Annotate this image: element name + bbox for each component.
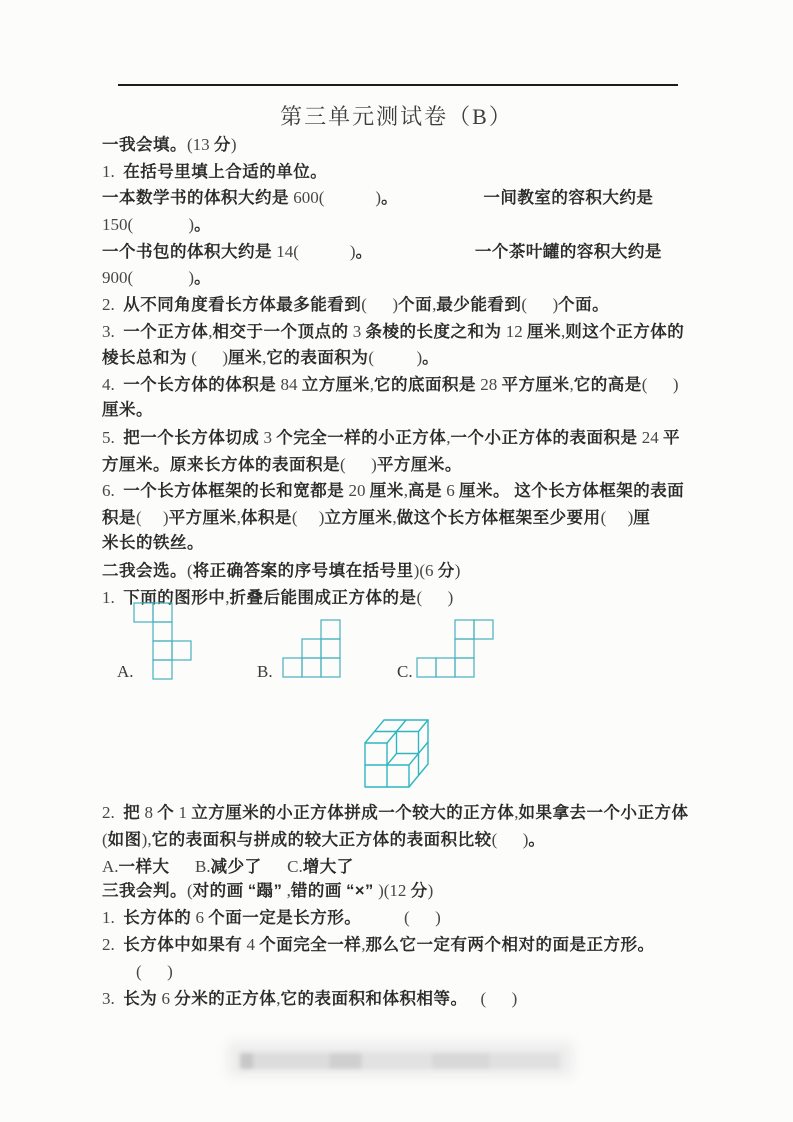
text-line: 1. 下面的图形中,折叠后能围成正方体的是( ) (102, 588, 454, 607)
cube-net-figure-c (416, 619, 501, 701)
page-title: 第三单元测试卷（B） (280, 104, 513, 129)
text-line: 4. 一个长方体的体积是 84 立方厘米,它的底面积是 28 平方厘米,它的高是( ) (102, 375, 679, 394)
text-line: 2. 从不同角度看长方体最多能看到( )个面,最少能看到( )个面。 (102, 295, 610, 314)
cube-net-figure-a (133, 602, 218, 684)
text-line: 1. 长方体的 6 个面一定是长方形。 ( ) (102, 908, 441, 927)
text-line: 一我会填。(13 分) (102, 135, 237, 154)
header-rule (118, 84, 678, 86)
text-line: A.一样大 B.减少了 C.增大了 (102, 857, 354, 876)
text-line: 棱长总和为 ( )厘米,它的表面积为( )。 (102, 348, 440, 367)
text-line: 一个书包的体积大约是 14( )。 一个茶叶罐的容积大约是 (102, 242, 662, 261)
text-line: 一本数学书的体积大约是 600( )。 一间教室的容积大约是 (102, 188, 654, 207)
text-line: 900( )。 (102, 268, 212, 287)
text-line: 方厘米。原来长方体的表面积是( )平方厘米。 (102, 455, 462, 474)
text-line: 3. 一个正方体,相交于一个顶点的 3 条棱的长度之和为 12 厘米,则这个正方体的 (102, 322, 685, 341)
text-line: 1. 在括号里填上合适的单位。 (102, 162, 328, 181)
text-line: 三我会判。(对的画 “蹋” ,错的画 “×” )(12 分) (102, 881, 434, 900)
text-line: 积是( )平方厘米,体积是( )立方厘米,做这个长方体框架至少要用( )厘 (102, 508, 651, 527)
net-option-label: B. (257, 662, 273, 681)
watermark-blur-bar (240, 1053, 560, 1069)
text-line: 150( )。 (102, 215, 212, 234)
text-line: 2. 长方体中如果有 4 个面完全一样,那么它一定有两个相对的面是正方形。 (102, 935, 655, 954)
text-line: 3. 长为 6 分米的正方体,它的表面积和体积相等。 ( ) (102, 989, 518, 1008)
net-option-label: C. (397, 662, 413, 681)
text-line: 2. 把 8 个 1 立方厘米的小正方体拼成一个较大的正方体,如果拿去一个小正方体 (102, 803, 689, 822)
text-line: ( ) (136, 962, 173, 981)
net-option-label: A. (117, 662, 134, 681)
text-line: 5. 把一个长方体切成 3 个完全一样的小正方体,一个小正方体的表面积是 24 平 (102, 428, 680, 447)
text-line: 二我会选。(将正确答案的序号填在括号里)(6 分) (102, 561, 461, 580)
text-line: (如图),它的表面积与拼成的较大正方体的表面积比较( )。 (102, 830, 546, 849)
text-line: 米长的铁丝。 (102, 534, 204, 552)
cube-figure (355, 710, 445, 795)
text-line: 厘米。 (102, 401, 153, 419)
text-line: 6. 一个长方体框架的长和宽都是 20 厘米,高是 6 厘米。 这个长方体框架的表面 (102, 481, 685, 500)
cube-net-figure-b (282, 619, 367, 701)
